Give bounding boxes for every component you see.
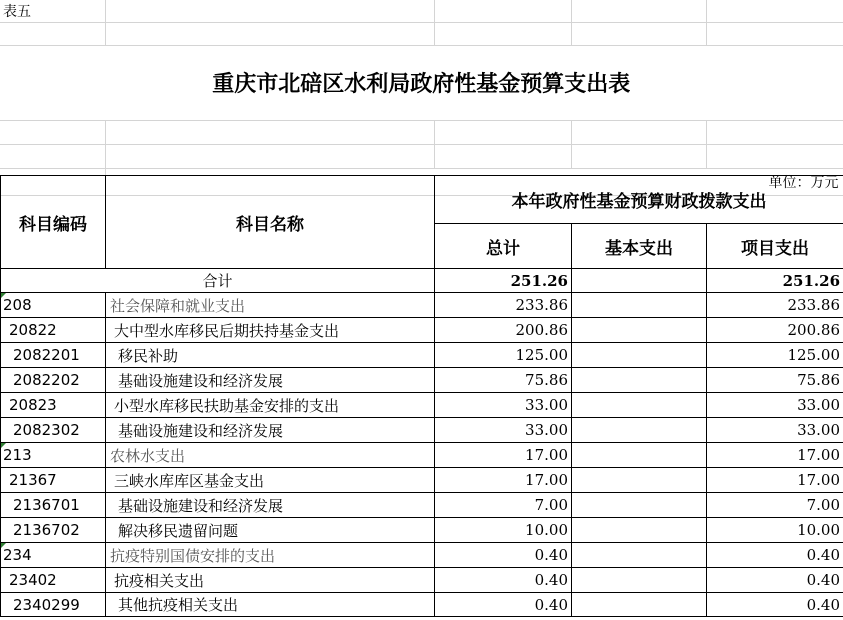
row-project: 7.00 bbox=[707, 493, 843, 518]
table-row bbox=[1, 518, 843, 543]
row-total: 17.00 bbox=[435, 443, 572, 468]
table-row bbox=[1, 418, 843, 443]
row-code: 2340299 bbox=[1, 593, 106, 617]
row-total: 0.40 bbox=[435, 568, 572, 593]
row-total: 233.86 bbox=[435, 293, 572, 318]
row-project: 33.00 bbox=[707, 418, 843, 443]
header-code: 科目编码 bbox=[1, 176, 106, 269]
table-row bbox=[1, 593, 843, 617]
row-total: 33.00 bbox=[435, 393, 572, 418]
row-basic bbox=[572, 443, 707, 468]
total-row bbox=[1, 269, 843, 293]
row-code: 2082201 bbox=[1, 343, 106, 368]
table-row bbox=[1, 393, 843, 418]
row-name: 基础设施建设和经济发展 bbox=[106, 493, 435, 518]
row-basic bbox=[572, 543, 707, 568]
table-row bbox=[1, 468, 843, 493]
row-project: 0.40 bbox=[707, 543, 843, 568]
total-basic bbox=[572, 269, 707, 293]
row-basic bbox=[572, 518, 707, 543]
row-project: 200.86 bbox=[707, 318, 843, 343]
row-code: 213 bbox=[1, 443, 106, 468]
row-name: 解决移民遗留问题 bbox=[106, 518, 435, 543]
row-code: 20823 bbox=[1, 393, 106, 418]
row-total: 125.00 bbox=[435, 343, 572, 368]
row-code: 20822 bbox=[1, 318, 106, 343]
header-basic: 基本支出 bbox=[572, 224, 707, 269]
row-name: 社会保障和就业支出 bbox=[106, 293, 435, 318]
row-project: 17.00 bbox=[707, 468, 843, 493]
row-project: 10.00 bbox=[707, 518, 843, 543]
table-row bbox=[1, 543, 843, 568]
row-name: 三峡水库库区基金支出 bbox=[106, 468, 435, 493]
table-row bbox=[1, 568, 843, 593]
row-total: 200.86 bbox=[435, 318, 572, 343]
row-total: 75.86 bbox=[435, 368, 572, 393]
row-project: 125.00 bbox=[707, 343, 843, 368]
row-project: 17.00 bbox=[707, 443, 843, 468]
table-row bbox=[1, 443, 843, 468]
total-label: 合计 bbox=[1, 269, 435, 293]
row-basic bbox=[572, 568, 707, 593]
row-basic bbox=[572, 343, 707, 368]
row-code: 2082302 bbox=[1, 418, 106, 443]
row-basic bbox=[572, 418, 707, 443]
row-name: 移民补助 bbox=[106, 343, 435, 368]
header-name: 科目名称 bbox=[106, 176, 435, 269]
row-basic bbox=[572, 468, 707, 493]
sheet-header-grid bbox=[0, 0, 843, 196]
row-name: 大中型水库移民后期扶持基金支出 bbox=[106, 318, 435, 343]
row-total: 33.00 bbox=[435, 418, 572, 443]
row-project: 0.40 bbox=[707, 568, 843, 593]
row-name: 基础设施建设和经济发展 bbox=[106, 418, 435, 443]
row-total: 10.00 bbox=[435, 518, 572, 543]
row-code: 208 bbox=[1, 293, 106, 318]
row-name: 农林水支出 bbox=[106, 443, 435, 468]
table-row bbox=[1, 493, 843, 518]
row-name: 基础设施建设和经济发展 bbox=[106, 368, 435, 393]
row-basic bbox=[572, 593, 707, 617]
header-group: 本年政府性基金预算财政拨款支出 bbox=[435, 176, 843, 224]
row-total: 0.40 bbox=[435, 593, 572, 617]
row-basic bbox=[572, 393, 707, 418]
row-name: 小型水库移民扶助基金安排的支出 bbox=[106, 393, 435, 418]
row-name: 抗疫特别国债安排的支出 bbox=[106, 543, 435, 568]
row-project: 33.00 bbox=[707, 393, 843, 418]
row-project: 0.40 bbox=[707, 593, 843, 617]
row-basic bbox=[572, 318, 707, 343]
sheet-label: 表五 bbox=[0, 0, 105, 22]
header-total: 总计 bbox=[435, 224, 572, 269]
row-project: 75.86 bbox=[707, 368, 843, 393]
total-total: 251.26 bbox=[435, 269, 572, 293]
row-total: 0.40 bbox=[435, 543, 572, 568]
row-basic bbox=[572, 493, 707, 518]
table-row bbox=[1, 318, 843, 343]
table-row bbox=[1, 368, 843, 393]
row-code: 2082202 bbox=[1, 368, 106, 393]
row-code: 23402 bbox=[1, 568, 106, 593]
row-name: 抗疫相关支出 bbox=[106, 568, 435, 593]
row-code: 21367 bbox=[1, 468, 106, 493]
row-name: 其他抗疫相关支出 bbox=[106, 593, 435, 617]
row-project: 233.86 bbox=[707, 293, 843, 318]
unit-label: 单位：万元 bbox=[105, 168, 843, 195]
table-row bbox=[1, 293, 843, 318]
row-basic bbox=[572, 293, 707, 318]
row-code: 234 bbox=[1, 543, 106, 568]
row-basic bbox=[572, 368, 707, 393]
page-title: 重庆市北碚区水利局政府性基金预算支出表 bbox=[0, 45, 843, 120]
row-code: 2136701 bbox=[1, 493, 106, 518]
budget-table bbox=[0, 175, 843, 617]
header-project: 项目支出 bbox=[707, 224, 843, 269]
total-project: 251.26 bbox=[707, 269, 843, 293]
row-total: 17.00 bbox=[435, 468, 572, 493]
row-total: 7.00 bbox=[435, 493, 572, 518]
table-row bbox=[1, 343, 843, 368]
row-code: 2136702 bbox=[1, 518, 106, 543]
